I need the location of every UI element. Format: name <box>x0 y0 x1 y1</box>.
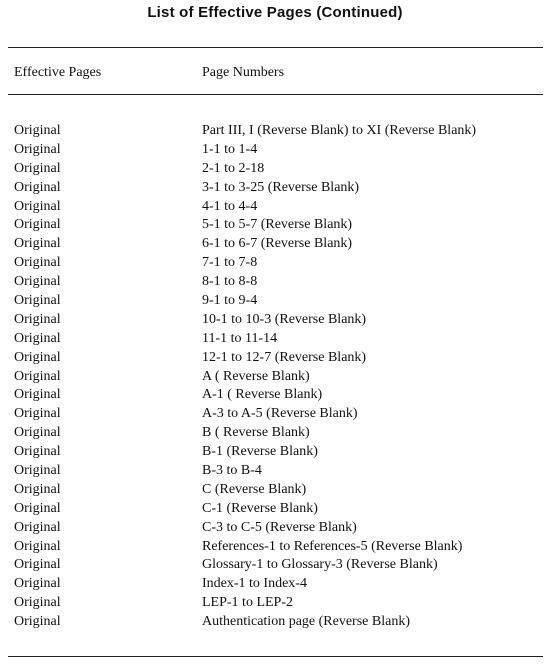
effective-pages-cell: Original <box>14 311 61 327</box>
effective-pages-cell: Original <box>14 141 61 157</box>
effective-pages-cell: Original <box>14 406 61 422</box>
effective-pages-cell: Original <box>14 198 61 214</box>
table-row <box>0 613 550 632</box>
effective-pages-cell: Original <box>14 557 61 573</box>
page-numbers-cell: 11-1 to 11-14 <box>202 330 278 346</box>
table-row <box>0 160 550 179</box>
page-numbers-cell: B-1 (Reverse Blank) <box>202 444 318 460</box>
table-row <box>0 292 550 311</box>
page-numbers-cell: References-1 to References-5 (Reverse Blank) <box>202 538 463 554</box>
page-numbers-cell: 9-1 to 9-4 <box>202 293 258 309</box>
effective-pages-cell: Original <box>14 614 61 630</box>
page-numbers-cell: Authentication page (Reverse Blank) <box>202 614 410 630</box>
page-numbers-cell: Glossary-1 to Glossary-3 (Reverse Blank) <box>202 557 438 573</box>
table-row <box>0 198 550 217</box>
page-numbers-cell: C (Reverse Blank) <box>202 481 307 497</box>
table-row <box>0 386 550 405</box>
effective-pages-cell: Original <box>14 425 61 441</box>
page-numbers-cell: 1-1 to 1-4 <box>202 141 258 157</box>
effective-pages-cell: Original <box>14 500 61 516</box>
effective-pages-cell: Original <box>14 519 61 535</box>
effective-pages-cell: Original <box>14 179 61 195</box>
effective-pages-cell: Original <box>14 576 61 592</box>
page-numbers-cell: LEP-1 to LEP-2 <box>202 595 293 611</box>
page-numbers-cell: 12-1 to 12-7 (Reverse Blank) <box>202 349 367 365</box>
table-row <box>0 254 550 273</box>
table-row <box>0 575 550 594</box>
table-row <box>0 500 550 519</box>
effective-pages-cell: Original <box>14 595 61 611</box>
table-row <box>0 462 550 481</box>
effective-pages-cell: Original <box>14 217 61 233</box>
page-numbers-cell: 8-1 to 8-8 <box>202 274 258 290</box>
page-numbers-cell: 6-1 to 6-7 (Reverse Blank) <box>202 236 353 252</box>
table-row <box>0 594 550 613</box>
page-numbers-cell: Part III, I (Reverse Blank) to XI (Reverse Blank) <box>202 123 477 138</box>
page-numbers-cell: A-1 ( Reverse Blank) <box>202 387 323 403</box>
effective-pages-cell: Original <box>14 538 61 554</box>
page-numbers-cell: 5-1 to 5-7 (Reverse Blank) <box>202 217 353 233</box>
table-row <box>0 368 550 387</box>
table-row <box>0 519 550 538</box>
header-effective-pages: Effective Pages <box>14 65 102 80</box>
table-row <box>0 216 550 235</box>
effective-pages-cell: Original <box>14 463 61 479</box>
table-row <box>0 349 550 368</box>
table-row <box>0 443 550 462</box>
table-row <box>0 235 550 254</box>
effective-pages-cell: Original <box>14 444 61 460</box>
table-row <box>0 273 550 292</box>
table-row <box>0 311 550 330</box>
page-numbers-cell: C-1 (Reverse Blank) <box>202 500 318 516</box>
table-row <box>0 141 550 160</box>
page-numbers-cell: C-3 to C-5 (Reverse Blank) <box>202 519 357 535</box>
effective-pages-cell: Original <box>14 368 61 384</box>
page-numbers-cell: B ( Reverse Blank) <box>202 425 310 441</box>
effective-pages-cell: Original <box>14 330 61 346</box>
page-numbers-cell: 7-1 to 7-8 <box>202 255 258 271</box>
bottom-rule <box>8 656 543 657</box>
table-row <box>0 481 550 500</box>
page-numbers-cell: 10-1 to 10-3 (Reverse Blank) <box>202 311 367 327</box>
effective-pages-cell: Original <box>14 255 61 271</box>
page-numbers-cell: A ( Reverse Blank) <box>202 368 310 384</box>
page-title: List of Effective Pages (Continued) <box>147 4 403 21</box>
effective-pages-cell: Original <box>14 481 61 497</box>
page-numbers-cell: 2-1 to 2-18 <box>202 160 265 176</box>
effective-pages-cell: Original <box>14 293 61 309</box>
table-row <box>0 424 550 443</box>
page-numbers-cell: A-3 to A-5 (Reverse Blank) <box>202 406 358 422</box>
page-numbers-cell: Index-1 to Index-4 <box>202 576 307 592</box>
page-numbers-cell: B-3 to B-4 <box>202 463 262 479</box>
effective-pages-cell: Original <box>14 160 61 176</box>
table-row <box>0 556 550 575</box>
table-row <box>0 538 550 557</box>
effective-pages-cell: Original <box>14 274 61 290</box>
effective-pages-cell: Original <box>14 349 61 365</box>
table-body <box>0 122 550 632</box>
header-page-numbers: Page Numbers <box>202 65 285 80</box>
table-row <box>0 405 550 424</box>
effective-pages-cell: Original <box>14 236 61 252</box>
effective-pages-cell: Original <box>14 387 61 403</box>
table-row <box>0 330 550 349</box>
effective-pages-cell: Original <box>14 123 61 138</box>
header-rule <box>8 94 543 95</box>
table-row <box>0 179 550 198</box>
page-numbers-cell: 4-1 to 4-4 <box>202 198 258 214</box>
table-row <box>0 122 550 141</box>
page-numbers-cell: 3-1 to 3-25 (Reverse Blank) <box>202 179 360 195</box>
top-rule <box>8 47 543 48</box>
